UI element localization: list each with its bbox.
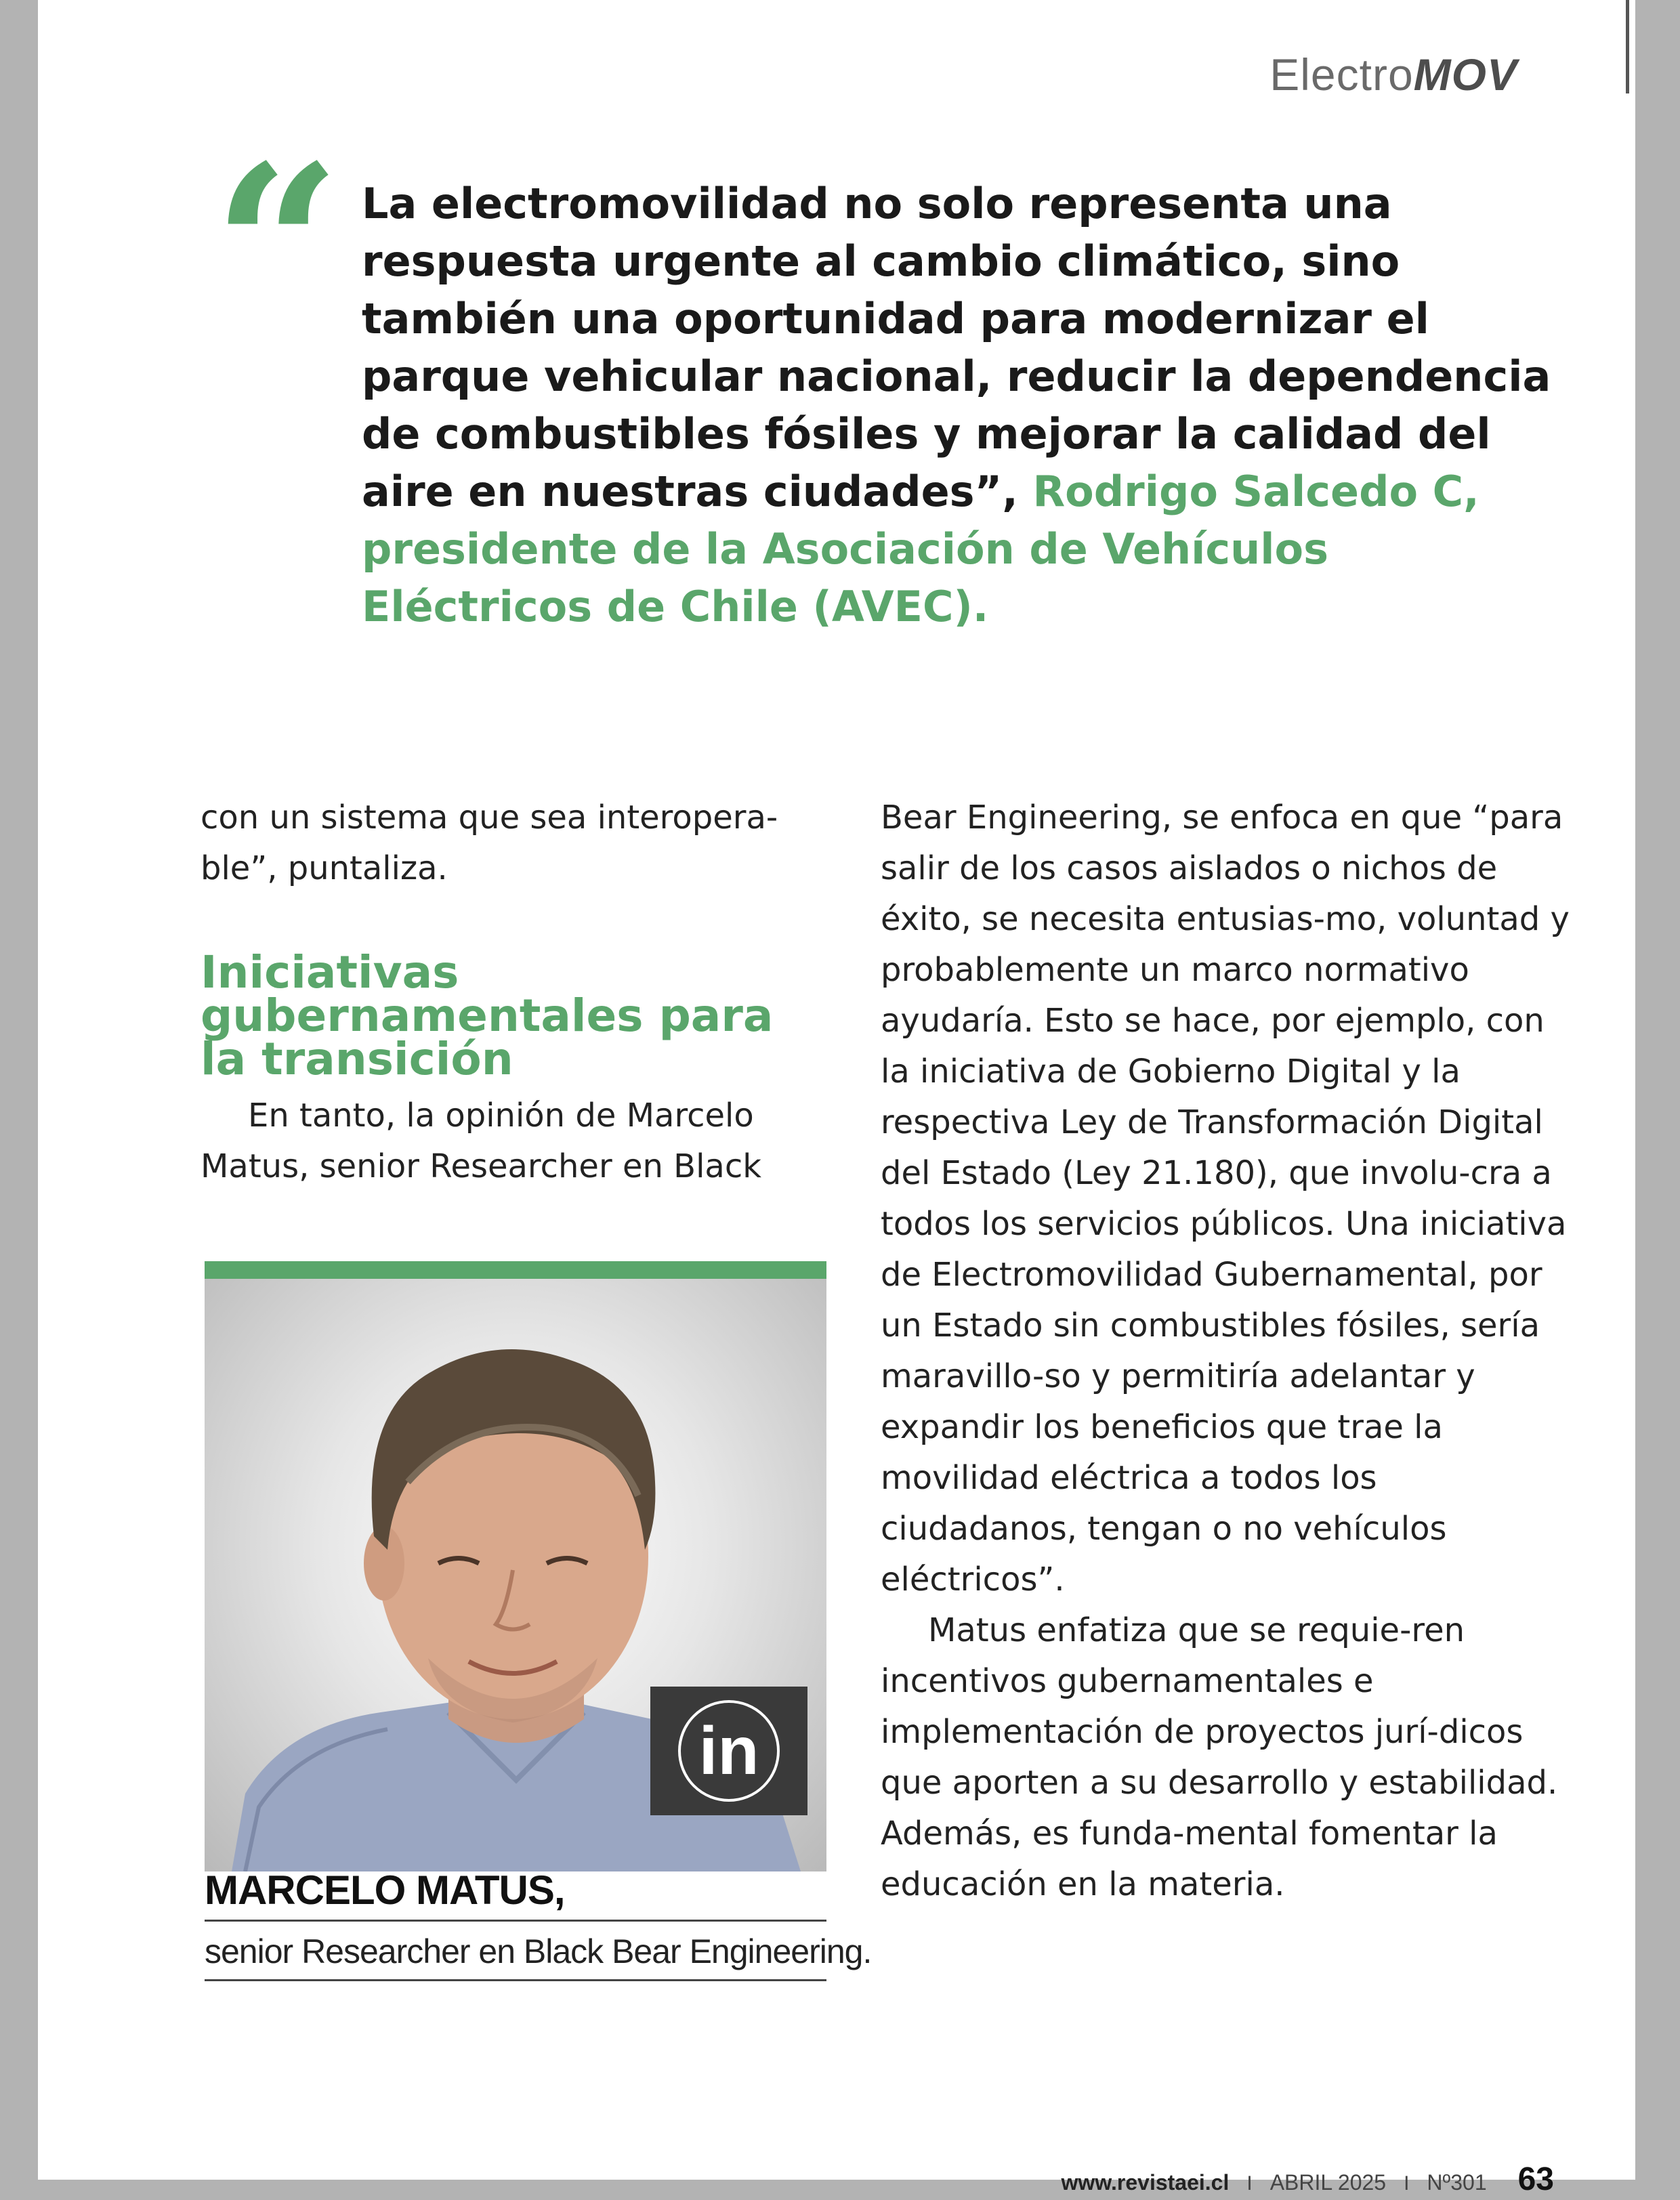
- photo-caption-name: MARCELO MATUS,: [205, 1867, 565, 1913]
- linkedin-badge[interactable]: [650, 1687, 807, 1815]
- left-paragraph-1: con un sistema que sea interopera-ble”, puntaliza.: [201, 799, 778, 887]
- header-rule: [1626, 0, 1629, 93]
- pull-quote-attribution: Rodrigo Salcedo C, presidente de la Asociación de Vehículos Eléctricos de Chile (AVEC).: [362, 467, 1479, 631]
- quote-mark-icon: “: [213, 116, 341, 379]
- footer-url[interactable]: www.revistaei.cl: [1061, 2170, 1230, 2195]
- right-paragraph-1: Bear Engineering, se enfoca en que “para salir de los casos aislados o nichos de éxito, se necesita entusias-mo, voluntad y probablemente un marco normativo ayudaría. Esto se hace, por ejemplo, con la iniciativa de Gobierno Digital y la respectiva Ley de Transformación Digital del Estado (Ley 21.180), que involu-cra a todos los servicios públicos. Una iniciativa de Electromovilidad Gubernamental, por un Estado sin combustibles fósiles, sería maravillo-so y permitiría adelantar y expandir los beneficios que trae la movilidad eléctrica a todos los ciudadanos, tengan o no vehículos eléctricos”.: [881, 799, 1570, 1599]
- brand-light: Electro: [1269, 49, 1414, 100]
- page-footer: [1062, 2161, 1554, 2198]
- section-brand: [1269, 49, 1517, 100]
- caption-divider: [205, 1920, 826, 1922]
- right-paragraph-2: Matus enfatiza que se requie-ren incentivos gubernamentales e implementación de proyectos jurí-dicos que aporten a su desarrollo y estabilidad. Además, es funda-mental fomentar la educación en la materia.: [881, 1611, 1558, 1903]
- left-column: [201, 792, 831, 1192]
- section-heading: Iniciativas gubernamentales para la transición: [201, 946, 774, 1085]
- right-column: [881, 792, 1572, 1910]
- footer-issue: Nº301: [1427, 2170, 1487, 2195]
- page-number: 63: [1517, 2161, 1554, 2197]
- magazine-page: [38, 0, 1635, 2197]
- pull-quote: [362, 175, 1568, 635]
- photo-caption-role: senior Researcher en Black Bear Engineering.: [205, 1932, 872, 1970]
- linkedin-icon: in: [678, 1700, 780, 1802]
- pull-quote-text: La electromovilidad no solo representa una respuesta urgente al cambio climático, sino también una oportunidad para modernizar el parque vehicular nacional, reducir la dependencia de combustibles fósiles y mejorar la calidad del aire en nuestras ciudades”,: [362, 179, 1551, 516]
- footer-separator-2: I: [1404, 2172, 1410, 2195]
- caption-divider-bottom: [205, 1979, 826, 1981]
- brand-bold: MOV: [1413, 49, 1517, 100]
- left-paragraph-2: En tanto, la opinión de Marcelo Matus, senior Researcher en Black: [201, 1097, 762, 1185]
- footer-separator: I: [1246, 2172, 1253, 2195]
- footer-date: ABRIL 2025: [1269, 2170, 1387, 2195]
